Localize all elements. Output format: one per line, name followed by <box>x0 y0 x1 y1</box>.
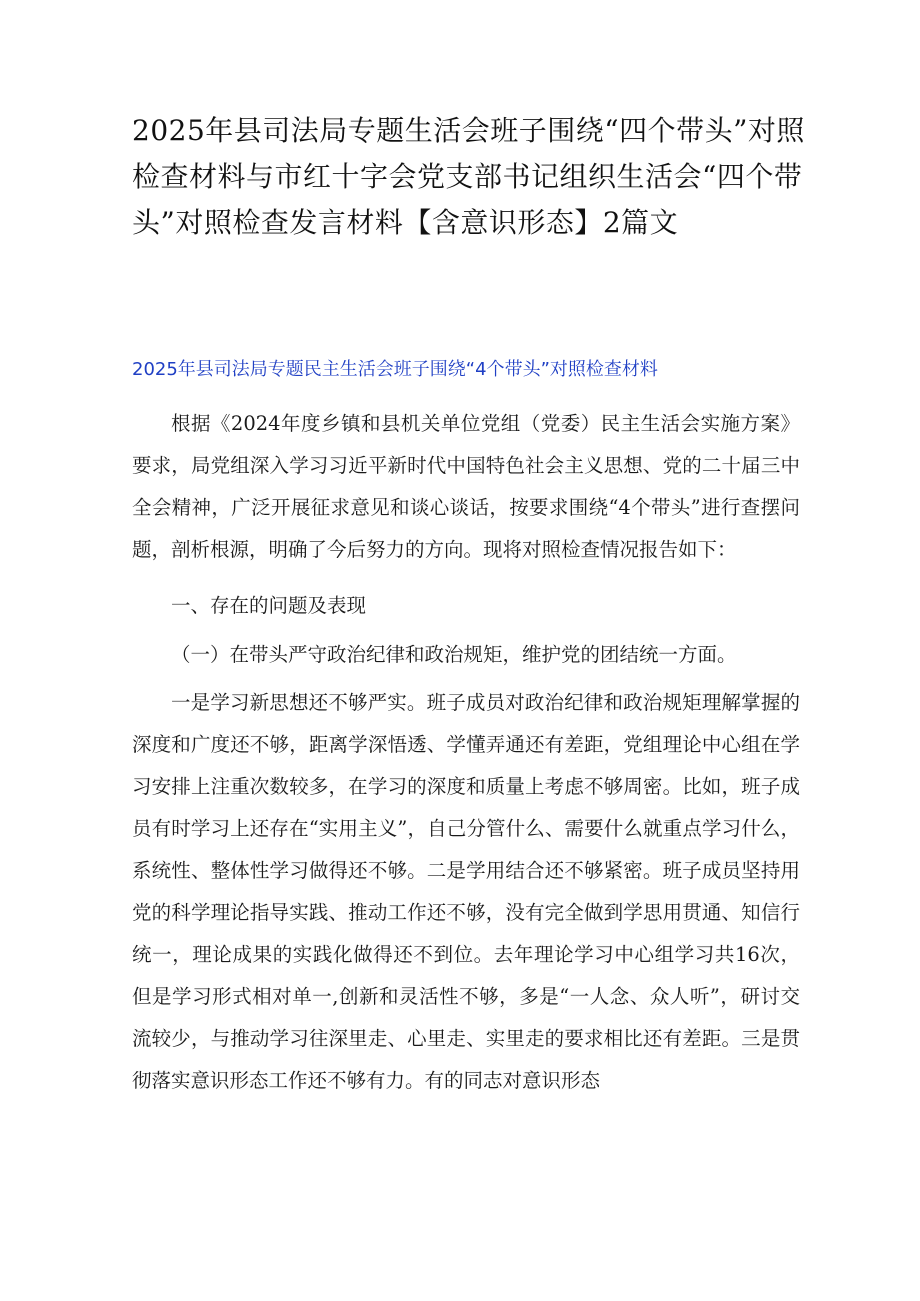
paragraph-heading-level1: 一、存在的问题及表现 <box>171 593 367 617</box>
paragraph-intro: 根据《2024年度乡镇和县机关单位党组（党委）民主生活会实施方案》要求，局党组深入学习习近平新时代中国特色社会主义思想、党的二十届三中全会精神，广泛开展征求意见和谈心谈话，按要求围绕“4个带头”进行查摆问题，剖析根源，明确了今后努力的方向。现将对照检查情况报告如下： <box>132 412 800 561</box>
section-heading: 2025年县司法局专题民主生活会班子围绕“4个带头”对照检查材料 <box>132 359 658 380</box>
paragraph-heading-level2: （一）在带头严守政治纪律和政治规矩，维护党的团结统一方面。 <box>171 642 737 666</box>
paragraph-body: 一是学习新思想还不够严实。班子成员对政治纪律和政治规矩理解掌握的深度和广度还不够，距离学深悟透、学懂弄通还有差距，党组理论中心组在学习安排上注重次数较多，在学习的深度和质量上考虑不够周密。比如，班子成员有时学习上还存在“实用主义”，自己分管什么、需要什么就重点学习什么，系统性、整体性学习做得还不够。二是学用结合还不够紧密。班子成员坚持用党的科学理论指导实践、推动工作还不够，没有完全做到学思用贯通、知信行统一，理论成果的实践化做得还不到位。去年理论学习中心组学习共16次，但是学习形式相对单一,创新和灵活性不够，多是“一人念、众人听”，研讨交流较少，与推动学习往深里走、心里走、实里走的要求相比还有差距。三是贯彻落实意识形态工作还不够有力。有的同志对意识形态 <box>132 690 800 1092</box>
document-title: 2025年县司法局专题生活会班子围绕“四个带头”对照检查材料与市红十字会党支部书记组织生活会“四个带头”对照检查发言材料【含意识形态】2篇文 <box>132 114 805 239</box>
document-body <box>132 403 800 1115</box>
